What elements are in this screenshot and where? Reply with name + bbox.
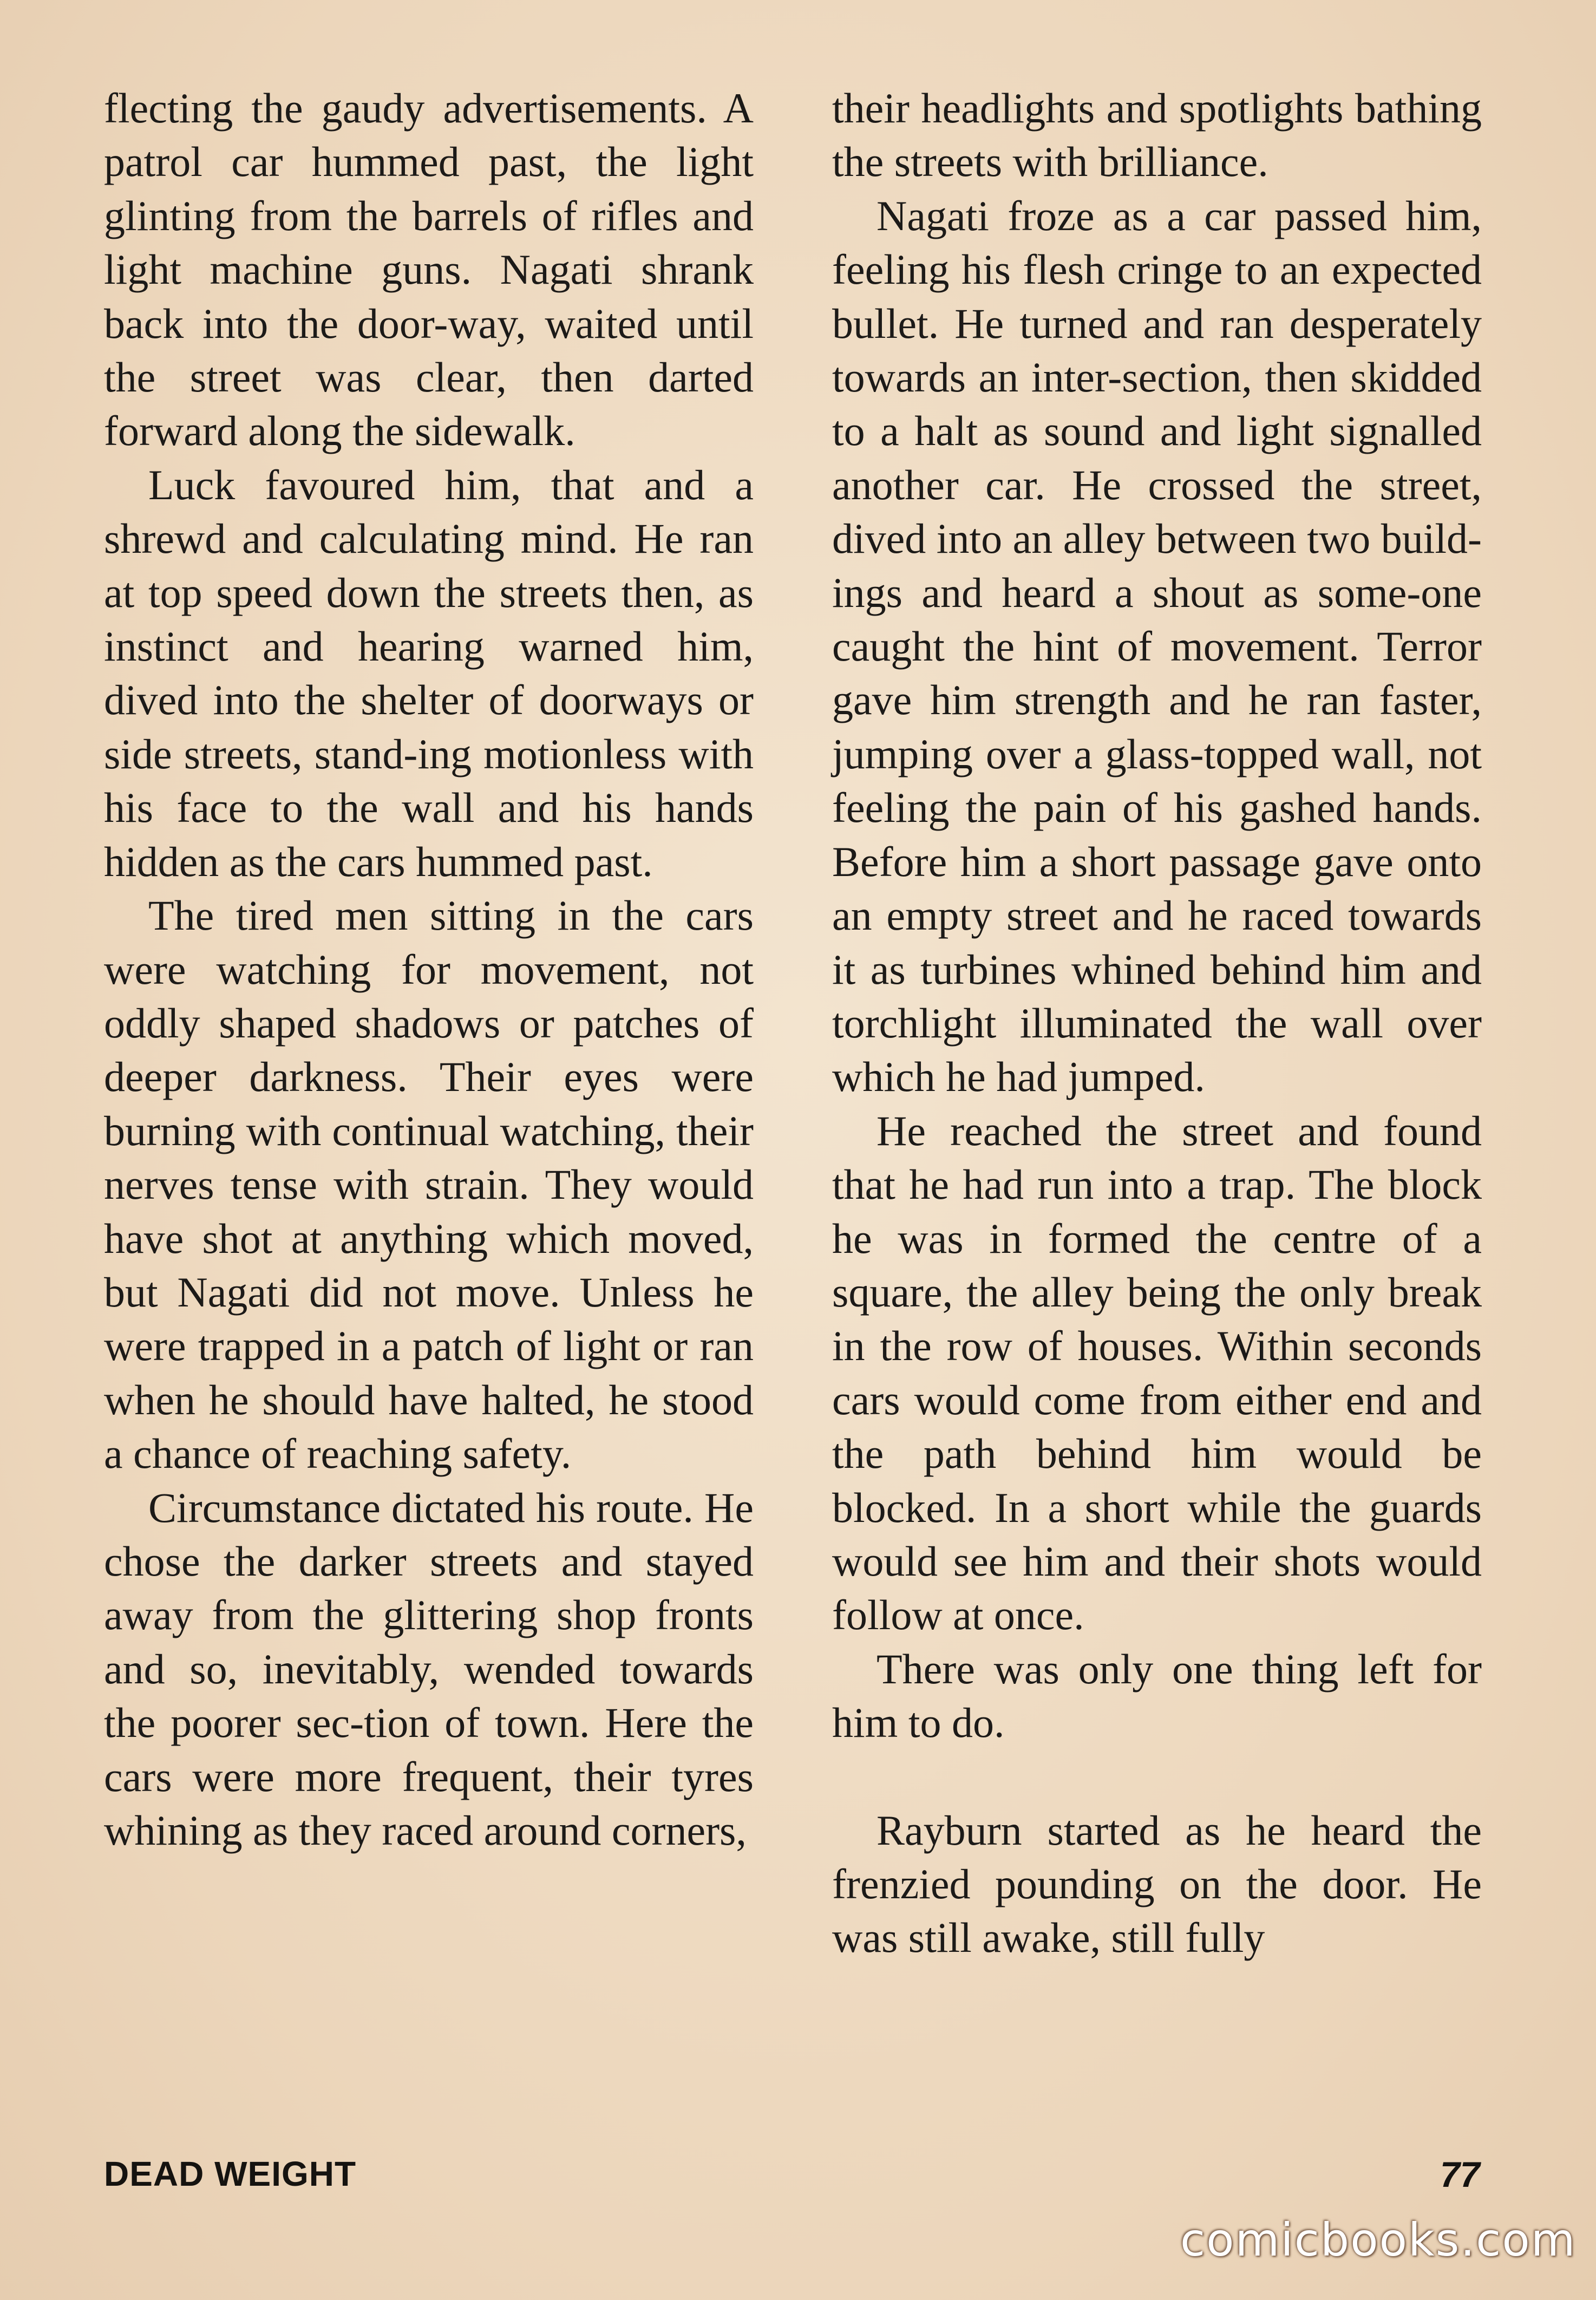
paragraph: Luck favoured him, that and a shrewd and calculating mind. He ran at top speed down the streets then, as instinct and hearing warned him, dived into the shelter of doorways or side streets, stand-ing motionless with his face to the wall and his hands hidden as the cars hummed past. <box>104 461 754 885</box>
paragraph: The tired men sitting in the cars were watching for movement, not oddly shaped shadows or patches of deeper darkness. Their eyes were burning with continual watching, their nerves tense with strain. They would have shot at anything which moved, but Nagati did not move. Unless he were trapped in a patch of light or ran when he should have halted, he stood a chance of reaching safety. <box>104 892 754 1478</box>
paragraph: Rayburn started as he heard the frenzied pounding on the door. He was still awake, still fully <box>832 1806 1482 1962</box>
paragraph: flecting the gaudy advertisements. A patrol car hummed past, the light glinting from the barrels of rifles and light machine guns. Nagati shrank back into the door-way, waited until the street was clear, then darted forward along the sidewalk. <box>104 84 754 455</box>
running-footer-title: DEAD WEIGHT <box>104 2154 357 2193</box>
right-text-column <box>832 81 1482 1965</box>
page-number: 77 <box>1440 2154 1480 2194</box>
watermark: comicbooks.com <box>1180 2213 1577 2266</box>
paragraph: He reached the street and found that he had run into a trap. The block he was in formed the centre of a square, the alley being the only break in the row of houses. Within seconds cars would come from either end and the path behind him would be blocked. In a short while the guards would see him and their shots would follow at once. <box>832 1107 1482 1639</box>
paragraph: Nagati froze as a car passed him, feeling his flesh cringe to an expected bullet. He turned and ran desperately towards an inter-section, then skidded to a halt as sound and light signalled another car. He crossed the street, dived into an alley between two build-ings and heard a shout as some-one caught the hint of movement. Terror gave him strength and he ran faster, jumping over a glass-topped wall, not feeling the pain of his gashed hands. Before him a short passage gave onto an empty street and he raced towards it as turbines whined behind him and torchlight illuminated the wall over which he had jumped. <box>832 192 1482 1101</box>
paragraph: their headlights and spotlights bathing the streets with brilliance. <box>832 84 1482 186</box>
paragraph: There was only one thing left for him to do. <box>832 1645 1482 1747</box>
left-text-column <box>104 81 754 1857</box>
paragraph: Circumstance dictated his route. He chose the darker streets and stayed away from the glittering shop fronts and so, inevitably, wended towards the poorer sec-tion of town. Here the cars were more frequent, their tyres whining as they raced around corners, <box>104 1484 754 1854</box>
